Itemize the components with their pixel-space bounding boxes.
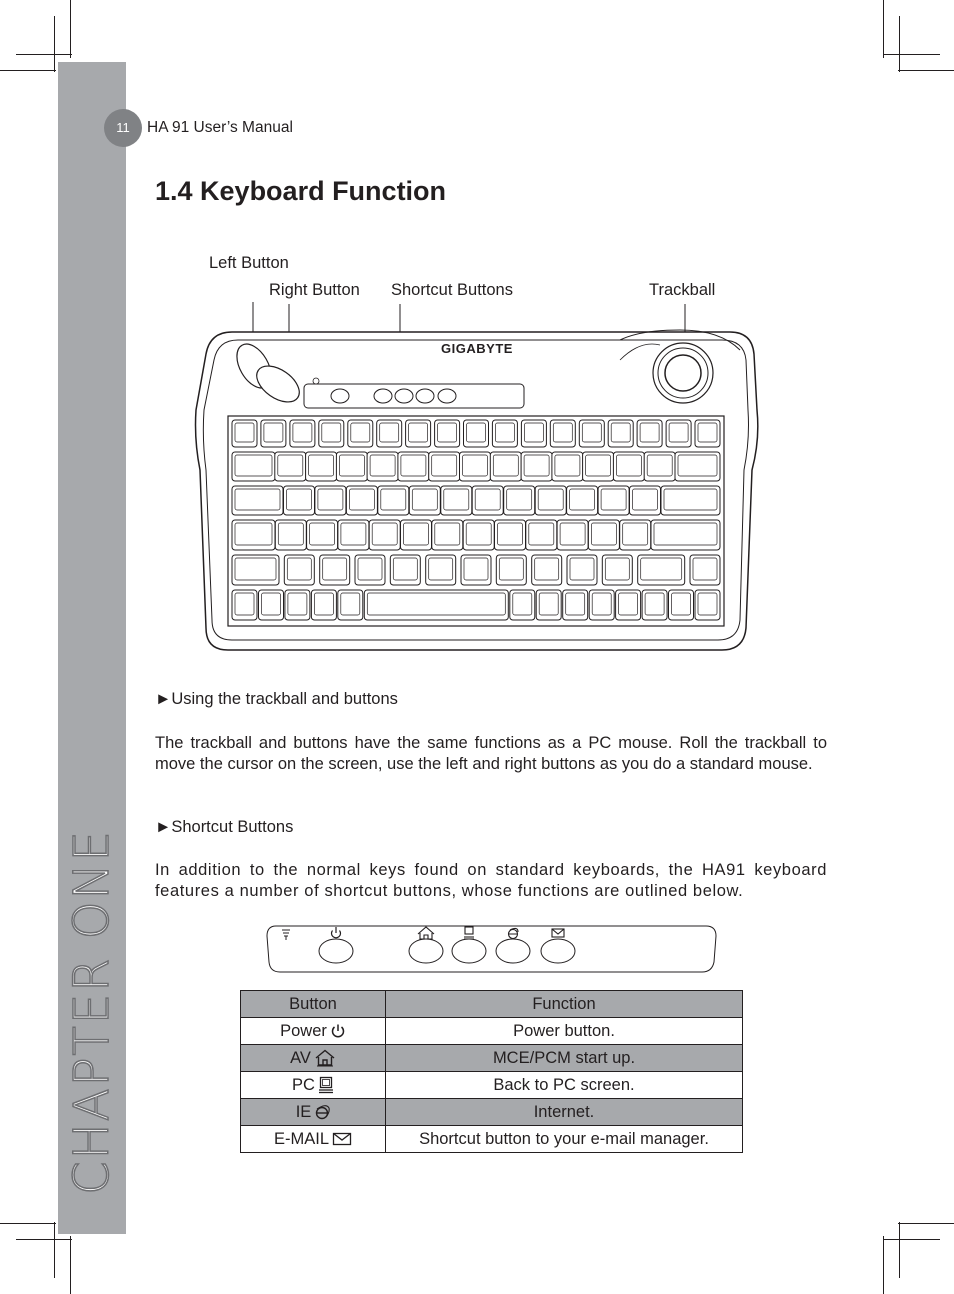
keyboard-key-top (566, 593, 585, 615)
keyboard-key-top (538, 489, 563, 510)
keyboard-key-top (586, 455, 611, 476)
keyboard-key-top (409, 423, 428, 442)
button-cell (241, 1018, 386, 1045)
button-name: E-MAIL (273, 1129, 329, 1148)
keyboard-key-top (235, 423, 254, 442)
callout-right-button: Right Button (269, 281, 360, 299)
callout-left-button: Left Button (209, 254, 289, 272)
keyboard-key-top (570, 489, 595, 510)
keyboard-key-top (293, 423, 312, 442)
keyboard-key-top (318, 489, 343, 510)
crop-mark (884, 54, 940, 55)
crop-mark (898, 70, 954, 71)
table-row (241, 1018, 743, 1045)
keyboard-key-top (288, 593, 307, 615)
keyboard-key-top (619, 593, 638, 615)
function-cell: Internet. (386, 1099, 743, 1126)
callout-shortcut-buttons: Shortcut Buttons (391, 281, 513, 299)
button-name: AV (290, 1048, 311, 1067)
table-row (241, 1126, 743, 1153)
keyboard-key-top (235, 523, 272, 545)
chapter-label: CHAPTER ONE (64, 829, 120, 1195)
keyboard-key-top (535, 558, 559, 580)
internet-icon (314, 1104, 330, 1120)
keyboard-key-top (401, 455, 426, 476)
keyboard-key-top (323, 558, 347, 580)
keyboard-key-top (641, 558, 682, 580)
keyboard-key-top (623, 523, 648, 545)
keyboard-key-top (664, 489, 717, 510)
keyboard-key-top (645, 593, 664, 615)
section-heading: 1.4 Keyboard Function (155, 176, 447, 206)
keyboard-key-top (264, 423, 283, 442)
power-icon (330, 1023, 346, 1039)
button-cell (241, 1045, 386, 1072)
keyboard-key-top (393, 558, 417, 580)
keyboard-key-top (633, 489, 658, 510)
keyboard-key-top (647, 455, 672, 476)
av-shortcut-button (409, 939, 443, 963)
keyboard-key-top (314, 593, 333, 615)
crop-mark (0, 1223, 56, 1224)
bullet-shortcut-heading: ►Shortcut Buttons (155, 818, 294, 836)
trackball-paragraph: The trackball and buttons have the same functions as a PC mouse. Roll the trackball to move the cursor on the screen, use the left and right buttons as you do a standard mouse. (155, 734, 827, 773)
keyboard-key-top (499, 558, 523, 580)
table-row (241, 1045, 743, 1072)
crop-mark (884, 1239, 940, 1240)
keyboard-key-top (463, 455, 488, 476)
keyboard-key-top (669, 423, 688, 442)
keyboard-key-top (235, 455, 272, 476)
keyboard-key-top (435, 523, 460, 545)
keyboard-key-top (672, 593, 691, 615)
keyboard-key-top (475, 489, 500, 510)
keyboard-key-top (287, 558, 311, 580)
keyboard-key-top (278, 523, 303, 545)
function-cell: Back to PC screen. (386, 1072, 743, 1099)
button-cell (241, 1099, 386, 1126)
keyboard-key-top (262, 593, 281, 615)
keyboard-key-top (341, 593, 360, 615)
keyboard-key-top (351, 423, 370, 442)
crop-mark (54, 1222, 55, 1278)
button-name: PC (292, 1075, 315, 1094)
keyboard-key-top (601, 489, 626, 510)
keyboard-key-top (553, 423, 572, 442)
mail-icon (332, 1132, 352, 1146)
keyboard-key-top (349, 489, 374, 510)
keyboard-key-top (539, 593, 558, 615)
keyboard-key-top (339, 455, 364, 476)
bullet-trackball-heading: ►Using the trackball and buttons (155, 690, 398, 708)
keyboard-key-top (592, 593, 611, 615)
shortcut-paragraph: In addition to the normal keys found on standard keyboards, the HA91 keyboard features a number of shortcut buttons, whose functions are outlined below. (155, 861, 827, 900)
keyboard-key-top (513, 593, 532, 615)
power-shortcut-button (319, 939, 353, 963)
ie-shortcut-button (496, 939, 530, 963)
keyboard-key-top (310, 523, 335, 545)
manual-title: HA 91 User’s Manual (147, 119, 293, 136)
keyboard-key-top (380, 423, 399, 442)
keyboard-key-top (640, 423, 659, 442)
button-cell (241, 1072, 386, 1099)
keyboard-key-top (322, 423, 341, 442)
keyboard-key-top (358, 558, 382, 580)
keyboard-key-top (235, 489, 280, 510)
keyboard-key-top (466, 523, 491, 545)
keyboard-key-top (429, 558, 453, 580)
keyboard-key-top (524, 455, 549, 476)
keyboard-key-top (555, 455, 580, 476)
function-cell: Power button. (386, 1018, 743, 1045)
column-header-function: Function (386, 991, 743, 1018)
crop-mark (883, 1236, 884, 1294)
keyboard-key-top (570, 558, 594, 580)
svg-text:GIGABYTE: GIGABYTE (441, 341, 513, 356)
crop-mark (0, 70, 56, 71)
crop-mark (70, 1236, 71, 1294)
keyboard-key-top (591, 523, 616, 545)
keyboard-key-top (432, 455, 457, 476)
keyboard-key-top (698, 593, 717, 615)
keyboard-key-top (467, 423, 486, 442)
keyboard-key-top (582, 423, 601, 442)
keyboard-key-top (693, 558, 717, 580)
callout-trackball: Trackball (649, 281, 716, 299)
table-row (241, 1072, 743, 1099)
keyboard-key-top (493, 455, 518, 476)
function-cell: Shortcut button to your e-mail manager. (386, 1126, 743, 1153)
keyboard-key-top (235, 558, 276, 580)
button-cell (241, 1126, 386, 1153)
keyboard-key-top (654, 523, 717, 545)
keyboard-key-top (560, 523, 585, 545)
keyboard-key-top (498, 523, 523, 545)
crop-mark (16, 1239, 72, 1240)
keyboard-key-top (495, 423, 514, 442)
keyboard-key-top (616, 455, 641, 476)
crop-mark (899, 16, 900, 72)
crop-mark (70, 0, 71, 58)
home-icon (314, 1049, 336, 1067)
pc-shortcut-button (452, 939, 486, 963)
keyboard-key-top (412, 489, 437, 510)
keyboard-key-top (367, 593, 505, 615)
button-name: Power (280, 1021, 327, 1040)
keyboard-illustration (190, 302, 770, 662)
keyboard-key-top (278, 455, 303, 476)
function-cell: MCE/PCM start up. (386, 1045, 743, 1072)
keyboard-key-top (507, 489, 532, 510)
keyboard-key-top (678, 455, 717, 476)
keyboard-key-top (529, 523, 554, 545)
table-row (241, 1099, 743, 1126)
shortcut-function-table (240, 990, 743, 1153)
button-name: IE (295, 1102, 312, 1121)
crop-mark (54, 16, 55, 72)
keyboard-key-top (309, 455, 334, 476)
crop-mark (898, 1223, 954, 1224)
keyboard-key-top (438, 423, 457, 442)
crop-mark (16, 54, 72, 55)
crop-mark (883, 0, 884, 58)
column-header-button: Button (241, 991, 386, 1018)
keyboard-key-top (287, 489, 312, 510)
crop-mark (899, 1222, 900, 1278)
keyboard-key-top (444, 489, 469, 510)
keyboard-key-top (235, 593, 254, 615)
email-shortcut-button (541, 939, 575, 963)
keyboard-key-top (381, 489, 406, 510)
table-header-row (241, 991, 743, 1018)
monitor-icon (318, 1076, 334, 1094)
keyboard-key-top (524, 423, 543, 442)
page-number-badge: 11 (104, 109, 142, 147)
keyboard-key-top (611, 423, 630, 442)
shortcut-panel-illustration (265, 922, 719, 976)
keyboard-key-top (605, 558, 629, 580)
keyboard-key-top (698, 423, 717, 442)
keyboard-key-top (404, 523, 429, 545)
keyboard-key-top (341, 523, 366, 545)
keyboard-key-top (464, 558, 488, 580)
keyboard-key-top (370, 455, 395, 476)
keyboard-key-top (372, 523, 397, 545)
